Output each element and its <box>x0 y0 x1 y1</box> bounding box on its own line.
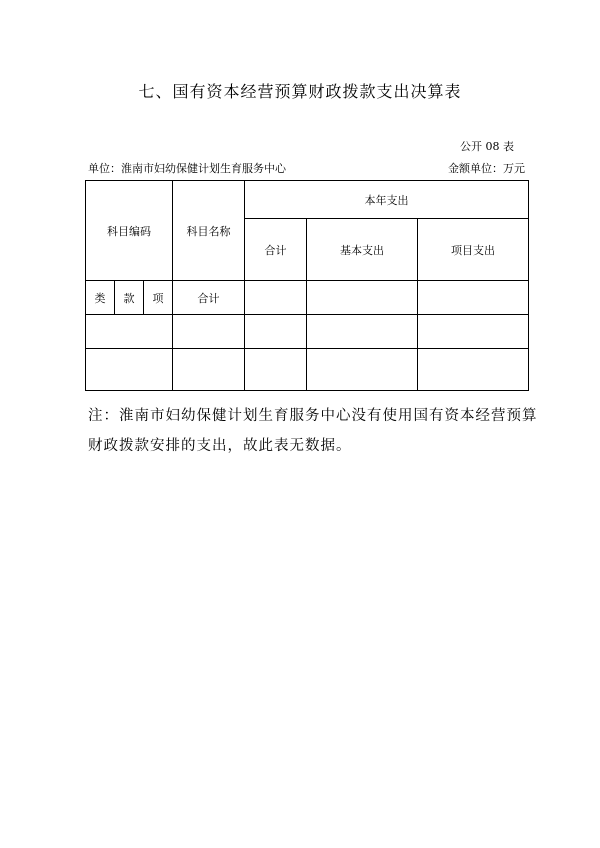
header-subject-name: 科目名称 <box>173 181 245 281</box>
header-total: 合计 <box>245 219 307 281</box>
table-row <box>86 315 529 349</box>
total-cell <box>245 281 307 315</box>
table-row <box>86 349 529 391</box>
empty-cell <box>86 349 173 391</box>
header-row-1 <box>86 181 529 219</box>
form-number: 公开 08 表 <box>460 140 514 153</box>
footnote: 注：淮南市妇幼保健计划生育服务中心没有使用国有资本经营预算财政拨款安排的支出，故此表无数据。 <box>88 408 538 454</box>
empty-cell <box>245 315 307 349</box>
amount-unit-label: 金额单位：万元 <box>448 162 525 175</box>
empty-cell <box>418 349 529 391</box>
empty-cell <box>86 315 173 349</box>
empty-cell <box>173 315 245 349</box>
page-title: 七、国有资本经营预算财政拨款支出决算表 <box>138 82 462 101</box>
code-col-section: 款 <box>115 281 144 315</box>
empty-cell <box>173 349 245 391</box>
header-project: 项目支出 <box>418 219 529 281</box>
header-subject-code: 科目编码 <box>86 181 173 281</box>
total-row-label: 合计 <box>173 281 245 315</box>
empty-cell <box>418 315 529 349</box>
header-basic: 基本支出 <box>307 219 418 281</box>
empty-cell <box>307 315 418 349</box>
unit-label: 单位：淮南市妇幼保健计划生育服务中心 <box>88 162 286 175</box>
code-col-category: 类 <box>86 281 115 315</box>
code-col-item: 项 <box>144 281 173 315</box>
empty-cell <box>307 349 418 391</box>
project-cell <box>418 281 529 315</box>
header-current-year: 本年支出 <box>245 181 529 219</box>
empty-cell <box>245 349 307 391</box>
total-row <box>86 281 529 315</box>
expenditure-table <box>85 180 529 391</box>
basic-cell <box>307 281 418 315</box>
